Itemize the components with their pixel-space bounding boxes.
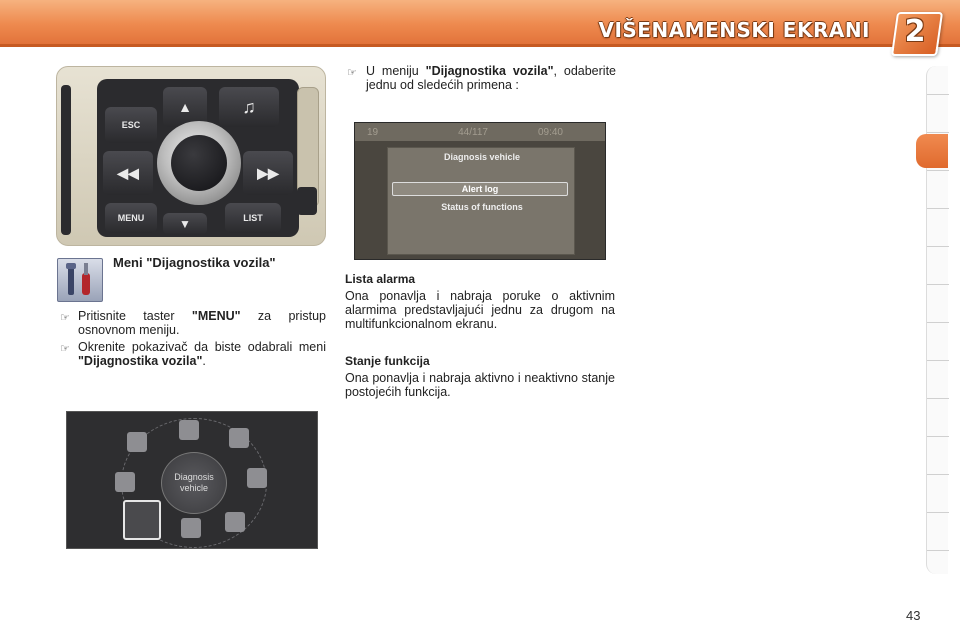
down-arrow-icon: ▼ [163,213,207,235]
status-time: 09:40 [537,126,563,138]
menu-button: MENU [105,203,157,233]
control-console-image [56,66,326,246]
fast-forward-icon: ▶▶ [243,151,293,195]
diagnosis-wrench-icon [57,258,103,302]
console-side-strip [61,85,71,235]
music-note-icon: ♫ [219,87,279,127]
alert-log-item: Alert log [392,182,568,196]
section-heading: Meni "Dijagnostika vozila" [113,255,276,270]
bullet-icon: ☞ [60,312,70,324]
menu-screen-image [66,411,318,549]
step-1: Pritisnite taster "MENU" za pristup osnovnom meniju. [78,309,327,337]
functions-status-text: Ona ponavlja i nabraja aktivno i neaktivno stanje postojećih funkcija. [345,371,615,399]
step-2: Okrenite pokazivač da biste odabrali meni "Dijagnostika vozila". [78,340,326,368]
selected-diagnosis-icon [123,500,161,540]
warning-icon [179,420,199,440]
rewind-icon: ◀◀ [103,151,153,195]
panel-title: Diagnosis vehicle [443,152,521,162]
tab-divider [927,284,949,285]
menu-item-icon [229,428,249,448]
menu-item-icon [247,468,267,488]
tab-divider [927,512,949,513]
menu-center-label: Diagnosis vehicle [161,452,227,514]
page-header [0,0,960,52]
status-left: 19 [367,126,379,138]
alarm-log-heading: Lista alarma [345,272,416,286]
status-functions-item: Status of functions [441,202,523,212]
esc-button: ESC [105,107,157,143]
tab-divider [927,170,949,171]
tab-divider [927,398,949,399]
chapter-number: 2 [904,14,926,49]
tab-divider [927,322,949,323]
menu-item-icon [115,472,135,492]
screen-status-bar [355,123,606,141]
console-slot-button [297,187,317,215]
bullet-icon: ☞ [347,67,357,79]
tab-divider [927,132,949,133]
tab-divider [927,436,949,437]
menu-item-icon [225,512,245,532]
up-arrow-icon: ▲ [163,87,207,127]
menu-item-icon [181,518,201,538]
tab-divider [927,360,949,361]
tab-divider [927,94,949,95]
status-mid: 44/117 [458,126,488,138]
menu-item-icon [127,432,147,452]
diagnosis-screen-image [354,122,606,260]
alarm-log-text: Ona ponavlja i nabraja poruke o aktivnim alarmima predstavljajući jednu za drugom na multifunkcionalnom ekranu. [345,289,615,331]
functions-status-heading: Stanje funkcija [345,354,430,368]
active-chapter-tab [916,134,948,168]
list-button: LIST [225,203,281,233]
page-number: 43 [906,608,921,623]
knob-center [171,135,227,191]
header-stripe [0,44,960,47]
tab-divider [927,550,949,551]
intro-text: U meniju "Dijagnostika vozila", odaberite jednu od sledećih primena : [366,64,617,92]
tab-divider [927,246,949,247]
chapter-title: VIŠENAMENSKI EKRANI [598,18,870,42]
tab-divider [927,208,949,209]
tab-divider [927,474,949,475]
bullet-icon: ☞ [60,343,70,355]
diagnosis-panel [387,147,575,255]
